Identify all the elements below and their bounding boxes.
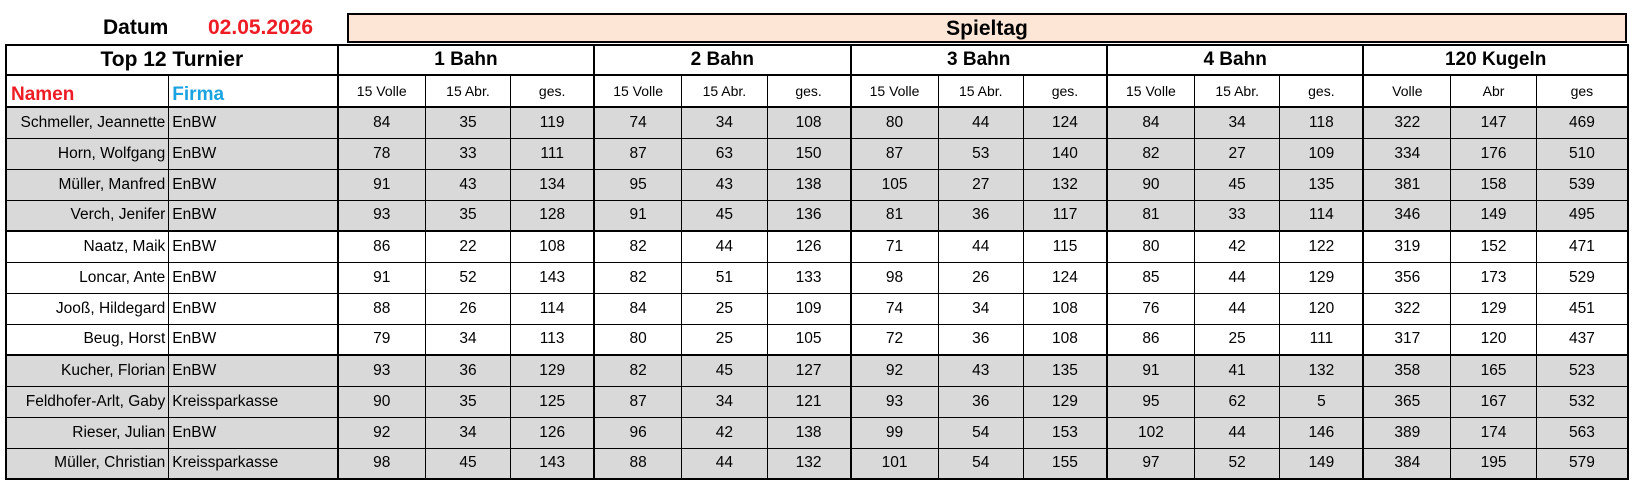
score-cell: 356	[1363, 262, 1451, 293]
score-cell: 91	[1107, 355, 1195, 386]
column-header-bahn4-0: 15 Volle	[1107, 75, 1195, 107]
score-cell: 93	[851, 386, 939, 417]
score-cell: 45	[1194, 169, 1279, 200]
score-cell: 22	[425, 231, 510, 262]
table-row	[6, 417, 1628, 448]
score-cell: 108	[1024, 293, 1107, 324]
namen-header: Namen	[6, 75, 169, 107]
player-firma: EnBW	[169, 169, 338, 200]
player-name: Kucher, Florian	[6, 355, 169, 386]
score-cell: 132	[767, 448, 850, 479]
score-cell: 101	[851, 448, 939, 479]
score-cell: 36	[938, 324, 1023, 355]
group-header-bahn-3: 3 Bahn	[851, 45, 1107, 75]
score-cell: 469	[1536, 107, 1628, 138]
score-cell: 36	[938, 386, 1023, 417]
score-cell: 133	[767, 262, 850, 293]
score-cell: 113	[511, 324, 594, 355]
score-cell: 27	[938, 169, 1023, 200]
score-cell: 81	[1107, 200, 1195, 231]
player-name: Müller, Manfred	[6, 169, 169, 200]
column-header-bahn2-1: 15 Abr.	[682, 75, 767, 107]
score-cell: 84	[338, 107, 426, 138]
score-cell: 84	[594, 293, 682, 324]
column-header-bahn2-2: ges.	[767, 75, 850, 107]
player-firma: EnBW	[169, 293, 338, 324]
score-cell: 34	[425, 417, 510, 448]
score-cell: 108	[1024, 324, 1107, 355]
score-cell: 95	[1107, 386, 1195, 417]
player-firma: EnBW	[169, 107, 338, 138]
score-cell: 126	[511, 417, 594, 448]
score-cell: 165	[1451, 355, 1536, 386]
score-cell: 155	[1024, 448, 1107, 479]
score-cell: 86	[338, 231, 426, 262]
score-cell: 174	[1451, 417, 1536, 448]
score-cell: 108	[767, 107, 850, 138]
column-header-bahn3-0: 15 Volle	[851, 75, 939, 107]
score-cell: 146	[1280, 417, 1363, 448]
score-cell: 120	[1451, 324, 1536, 355]
score-cell: 115	[1024, 231, 1107, 262]
score-cell: 437	[1536, 324, 1628, 355]
score-cell: 53	[938, 138, 1023, 169]
score-cell: 149	[1451, 200, 1536, 231]
score-cell: 5	[1280, 386, 1363, 417]
group-header-total: 120 Kugeln	[1363, 45, 1628, 75]
score-cell: 82	[1107, 138, 1195, 169]
score-cell: 322	[1363, 107, 1451, 138]
score-cell: 63	[682, 138, 767, 169]
score-cell: 25	[682, 324, 767, 355]
score-cell: 121	[767, 386, 850, 417]
score-cell: 72	[851, 324, 939, 355]
score-cell: 102	[1107, 417, 1195, 448]
score-cell: 88	[594, 448, 682, 479]
score-cell: 74	[594, 107, 682, 138]
score-cell: 25	[1194, 324, 1279, 355]
score-cell: 42	[1194, 231, 1279, 262]
score-cell: 119	[511, 107, 594, 138]
score-cell: 43	[938, 355, 1023, 386]
score-cell: 35	[425, 386, 510, 417]
score-cell: 44	[1194, 262, 1279, 293]
player-firma: EnBW	[169, 262, 338, 293]
top-row	[0, 10, 1637, 44]
group-header-bahn-4: 4 Bahn	[1107, 45, 1363, 75]
group-header-bahn-1: 1 Bahn	[338, 45, 594, 75]
score-cell: 88	[338, 293, 426, 324]
score-cell: 82	[594, 231, 682, 262]
score-cell: 563	[1536, 417, 1628, 448]
player-name: Beug, Horst	[6, 324, 169, 355]
score-cell: 579	[1536, 448, 1628, 479]
score-cell: 126	[767, 231, 850, 262]
score-cell: 381	[1363, 169, 1451, 200]
table-row	[6, 386, 1628, 417]
score-cell: 346	[1363, 200, 1451, 231]
score-cell: 118	[1280, 107, 1363, 138]
score-cell: 114	[1280, 200, 1363, 231]
score-cell: 92	[851, 355, 939, 386]
score-cell: 358	[1363, 355, 1451, 386]
score-cell: 54	[938, 417, 1023, 448]
player-firma: Kreissparkasse	[169, 448, 338, 479]
score-cell: 43	[425, 169, 510, 200]
score-cell: 44	[938, 231, 1023, 262]
table-row	[6, 107, 1628, 138]
table-row	[6, 355, 1628, 386]
score-cell: 129	[1451, 293, 1536, 324]
score-cell: 97	[1107, 448, 1195, 479]
score-cell: 523	[1536, 355, 1628, 386]
score-cell: 317	[1363, 324, 1451, 355]
column-header-bahn4-2: ges.	[1280, 75, 1363, 107]
score-cell: 34	[425, 324, 510, 355]
score-cell: 54	[938, 448, 1023, 479]
score-cell: 125	[511, 386, 594, 417]
score-cell: 389	[1363, 417, 1451, 448]
score-cell: 143	[511, 448, 594, 479]
player-firma: EnBW	[169, 231, 338, 262]
score-cell: 471	[1536, 231, 1628, 262]
score-cell: 52	[425, 262, 510, 293]
score-cell: 33	[425, 138, 510, 169]
score-cell: 34	[682, 107, 767, 138]
score-cell: 95	[594, 169, 682, 200]
player-firma: Kreissparkasse	[169, 386, 338, 417]
score-cell: 108	[511, 231, 594, 262]
player-name: Loncar, Ante	[6, 262, 169, 293]
score-cell: 91	[338, 262, 426, 293]
score-cell: 93	[338, 200, 426, 231]
score-cell: 129	[1280, 262, 1363, 293]
score-cell: 138	[767, 169, 850, 200]
score-cell: 153	[1024, 417, 1107, 448]
results-table	[5, 44, 1629, 480]
column-header-bahn3-2: ges.	[1024, 75, 1107, 107]
score-cell: 114	[511, 293, 594, 324]
score-cell: 127	[767, 355, 850, 386]
score-cell: 98	[851, 262, 939, 293]
score-cell: 91	[594, 200, 682, 231]
score-cell: 124	[1024, 107, 1107, 138]
column-header-bahn1-2: ges.	[511, 75, 594, 107]
score-cell: 62	[1194, 386, 1279, 417]
score-cell: 135	[1024, 355, 1107, 386]
datum-label: Datum	[103, 16, 169, 39]
score-cell: 120	[1280, 293, 1363, 324]
table-row	[6, 262, 1628, 293]
group-header-bahn-2: 2 Bahn	[594, 45, 850, 75]
score-cell: 105	[767, 324, 850, 355]
firma-header: Firma	[169, 75, 338, 107]
score-cell: 51	[682, 262, 767, 293]
score-cell: 44	[1194, 293, 1279, 324]
score-cell: 529	[1536, 262, 1628, 293]
score-cell: 129	[1024, 386, 1107, 417]
score-cell: 334	[1363, 138, 1451, 169]
score-cell: 44	[682, 448, 767, 479]
score-cell: 539	[1536, 169, 1628, 200]
score-cell: 98	[338, 448, 426, 479]
score-cell: 87	[594, 138, 682, 169]
score-cell: 122	[1280, 231, 1363, 262]
score-cell: 150	[767, 138, 850, 169]
score-cell: 143	[511, 262, 594, 293]
score-cell: 105	[851, 169, 939, 200]
score-cell: 147	[1451, 107, 1536, 138]
player-name: Rieser, Julian	[6, 417, 169, 448]
score-cell: 510	[1536, 138, 1628, 169]
score-cell: 34	[1194, 107, 1279, 138]
score-cell: 34	[682, 386, 767, 417]
datum-value: 02.05.2026	[208, 16, 314, 39]
score-cell: 86	[1107, 324, 1195, 355]
score-cell: 99	[851, 417, 939, 448]
score-cell: 52	[1194, 448, 1279, 479]
score-cell: 319	[1363, 231, 1451, 262]
score-cell: 140	[1024, 138, 1107, 169]
column-header-bahn2-0: 15 Volle	[594, 75, 682, 107]
score-cell: 384	[1363, 448, 1451, 479]
score-cell: 134	[511, 169, 594, 200]
spieltag-header: Spieltag	[347, 13, 1627, 43]
column-header-bahn4-1: 15 Abr.	[1194, 75, 1279, 107]
score-cell: 27	[1194, 138, 1279, 169]
score-cell: 43	[682, 169, 767, 200]
player-name: Horn, Wolfgang	[6, 138, 169, 169]
score-cell: 74	[851, 293, 939, 324]
table-row	[6, 448, 1628, 479]
score-cell: 41	[1194, 355, 1279, 386]
score-cell: 45	[425, 448, 510, 479]
score-cell: 87	[594, 386, 682, 417]
score-cell: 167	[1451, 386, 1536, 417]
player-name: Müller, Christian	[6, 448, 169, 479]
score-cell: 80	[851, 107, 939, 138]
score-cell: 26	[425, 293, 510, 324]
score-cell: 124	[1024, 262, 1107, 293]
score-cell: 90	[338, 386, 426, 417]
score-cell: 111	[1280, 324, 1363, 355]
header-row-columns	[6, 75, 1628, 107]
score-cell: 85	[1107, 262, 1195, 293]
table-row	[6, 324, 1628, 355]
header-row-groups	[6, 45, 1628, 75]
tournament-title: Top 12 Turnier	[6, 45, 338, 75]
score-cell: 34	[938, 293, 1023, 324]
score-cell: 195	[1451, 448, 1536, 479]
player-firma: EnBW	[169, 417, 338, 448]
score-cell: 111	[511, 138, 594, 169]
score-cell: 79	[338, 324, 426, 355]
score-cell: 35	[425, 107, 510, 138]
score-cell: 138	[767, 417, 850, 448]
score-cell: 82	[594, 262, 682, 293]
player-firma: EnBW	[169, 138, 338, 169]
table-row	[6, 169, 1628, 200]
score-cell: 80	[1107, 231, 1195, 262]
column-header-total-2: ges	[1536, 75, 1628, 107]
score-cell: 92	[338, 417, 426, 448]
score-cell: 109	[1280, 138, 1363, 169]
score-cell: 76	[1107, 293, 1195, 324]
score-cell: 93	[338, 355, 426, 386]
score-cell: 81	[851, 200, 939, 231]
player-name: Feldhofer-Arlt, Gaby	[6, 386, 169, 417]
score-cell: 71	[851, 231, 939, 262]
column-header-total-1: Abr	[1451, 75, 1536, 107]
score-cell: 91	[338, 169, 426, 200]
score-cell: 45	[682, 355, 767, 386]
score-cell: 451	[1536, 293, 1628, 324]
score-cell: 365	[1363, 386, 1451, 417]
score-cell: 44	[938, 107, 1023, 138]
score-cell: 495	[1536, 200, 1628, 231]
score-cell: 44	[682, 231, 767, 262]
score-cell: 128	[511, 200, 594, 231]
player-name: Naatz, Maik	[6, 231, 169, 262]
table-row	[6, 231, 1628, 262]
score-cell: 26	[938, 262, 1023, 293]
column-header-total-0: Volle	[1363, 75, 1451, 107]
score-cell: 158	[1451, 169, 1536, 200]
player-firma: EnBW	[169, 200, 338, 231]
score-cell: 132	[1280, 355, 1363, 386]
table-row	[6, 200, 1628, 231]
score-cell: 132	[1024, 169, 1107, 200]
table-row	[6, 293, 1628, 324]
score-cell: 152	[1451, 231, 1536, 262]
score-cell: 33	[1194, 200, 1279, 231]
score-cell: 78	[338, 138, 426, 169]
score-cell: 532	[1536, 386, 1628, 417]
score-cell: 322	[1363, 293, 1451, 324]
player-name: Verch, Jenifer	[6, 200, 169, 231]
column-header-bahn1-1: 15 Abr.	[425, 75, 510, 107]
score-cell: 36	[938, 200, 1023, 231]
player-name: Schmeller, Jeannette	[6, 107, 169, 138]
score-cell: 135	[1280, 169, 1363, 200]
score-cell: 36	[425, 355, 510, 386]
score-cell: 87	[851, 138, 939, 169]
score-cell: 42	[682, 417, 767, 448]
player-name: Jooß, Hildegard	[6, 293, 169, 324]
player-firma: EnBW	[169, 355, 338, 386]
player-firma: EnBW	[169, 324, 338, 355]
score-cell: 45	[682, 200, 767, 231]
score-cell: 80	[594, 324, 682, 355]
score-cell: 109	[767, 293, 850, 324]
score-cell: 96	[594, 417, 682, 448]
score-cell: 129	[511, 355, 594, 386]
score-cell: 117	[1024, 200, 1107, 231]
score-cell: 25	[682, 293, 767, 324]
score-cell: 82	[594, 355, 682, 386]
score-cell: 173	[1451, 262, 1536, 293]
column-header-bahn1-0: 15 Volle	[338, 75, 426, 107]
score-cell: 35	[425, 200, 510, 231]
score-cell: 149	[1280, 448, 1363, 479]
score-cell: 90	[1107, 169, 1195, 200]
score-cell: 176	[1451, 138, 1536, 169]
column-header-bahn3-1: 15 Abr.	[938, 75, 1023, 107]
score-cell: 44	[1194, 417, 1279, 448]
score-cell: 84	[1107, 107, 1195, 138]
table-row	[6, 138, 1628, 169]
score-cell: 136	[767, 200, 850, 231]
